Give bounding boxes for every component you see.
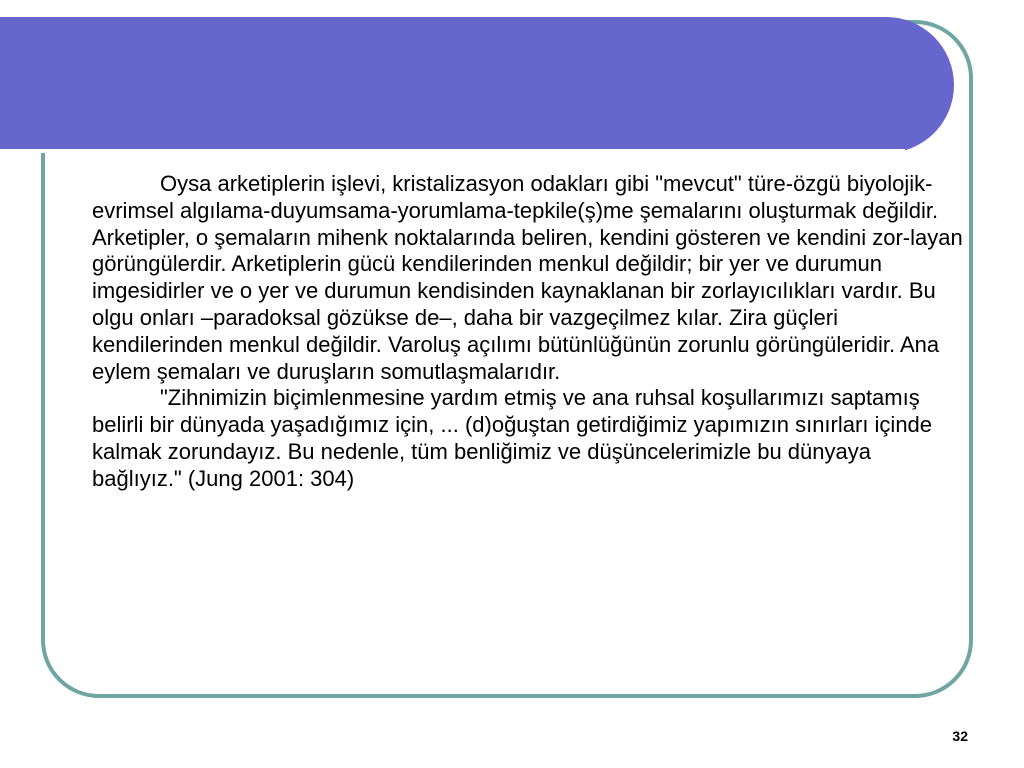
- page-number: 32: [952, 728, 968, 744]
- header-divider-line: [0, 149, 905, 153]
- paragraph-jung-quote: "Zihnimizin biçimlenmesine yardım etmiş ve ana ruhsal koşullarımızı saptamış belirli bir dünyada yaşadığımız için, ... (d)oğuştan getirdiğimiz yapımızın sınırları içinde kalmak zorundayız. Bu nedenle, tüm benliğimiz ve düşüncelerimizle bu dünyaya bağlıyız." (Jung 2001: 304): [92, 385, 933, 491]
- paragraph-archetypes: Oysa arketiplerin işlevi, kristalizasyon odakları gibi "mevcut" türe-özgü biyolojik-evrimsel algılama-duyumsama-yorumlama-tepkile(ş)me şemalarını oluşturmak değildir. Arketipler, o şemaların mihenk noktalarında beliren, kendini gösteren ve kendini zor-layan görüngülerdir. Arketiplerin gücü kendilerinden menkul değildir; bir yer ve durumun imgesidirler ve o yer ve durumun kendisinden kaynaklanan bir zorlayıcılıkları vardır. Bu olgu onları –paradoksal gözükse de–, daha bir vazgeçilmez kılar. Zira güçleri kendilerinden menkul değildir. Varoluş açılımı bütünlüğünün zorunlu görüngüleridir. Ana eylem şemaları ve duruşların somutlaşmalarıdır.: [92, 171, 963, 384]
- header-band: [0, 17, 954, 153]
- slide-body: [92, 171, 964, 493]
